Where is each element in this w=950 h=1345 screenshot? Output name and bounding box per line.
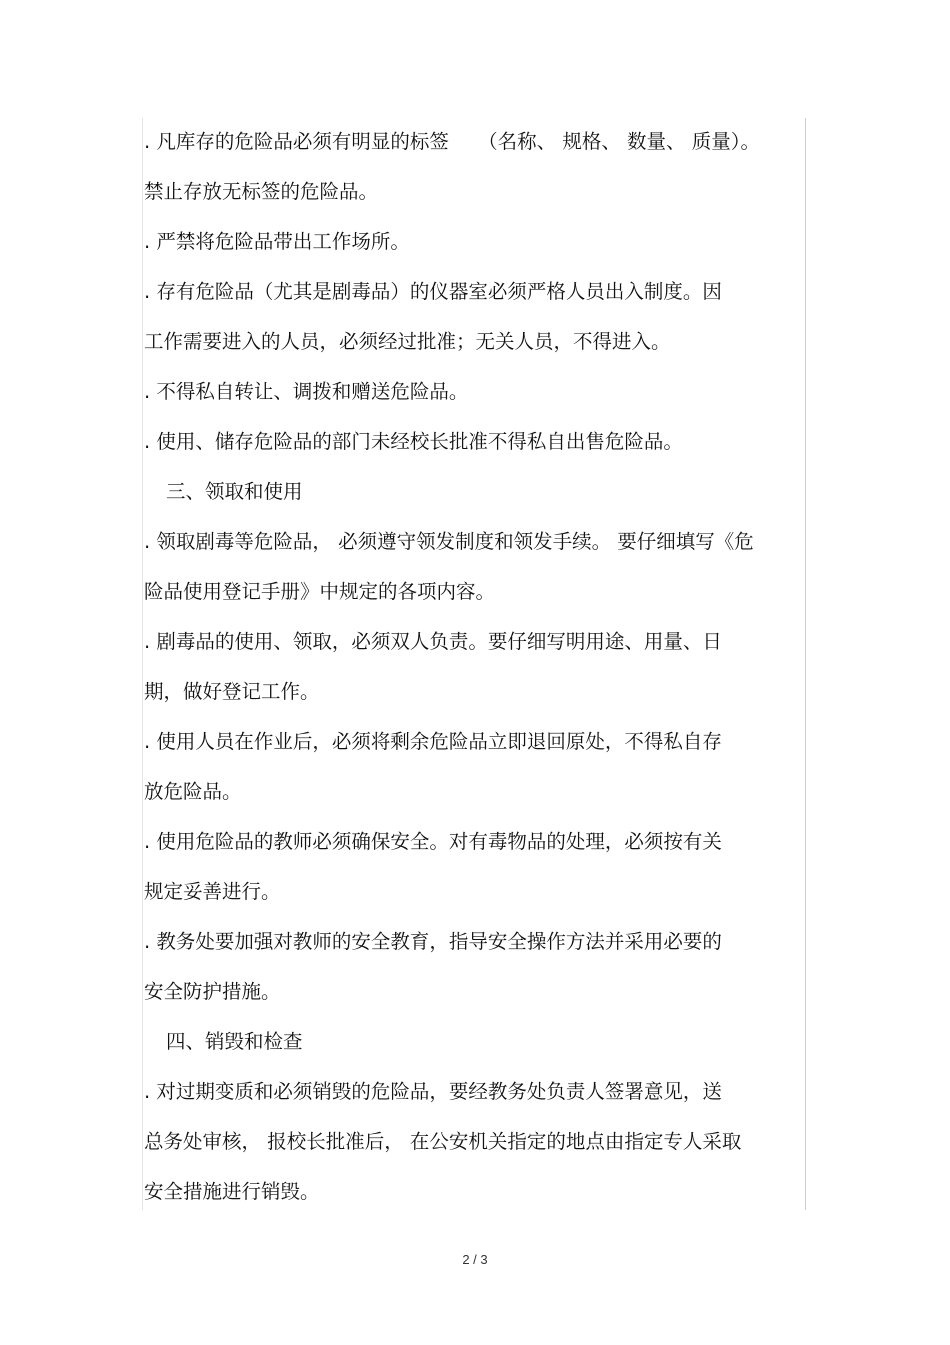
paragraph-line-no-removal: . 严禁将危险品带出工作场所。 xyxy=(144,230,410,253)
paragraph-line-registration: 期，做好登记工作。 xyxy=(144,680,320,703)
paragraph-line-labels-required: . 凡库存的危险品必须有明显的标签 （名称、 规格、 数量、 质量）。 xyxy=(144,130,760,153)
paragraph-line-collection-rules: . 领取剧毒等危险品， 必须遵守领发制度和领发手续。 要仔细填写《危 xyxy=(144,530,754,553)
paragraph-line-return-surplus: . 使用人员在作业后，必须将剩余危险品立即退回原处，不得私自存 xyxy=(144,730,722,753)
paragraph-line-protective-measures: 安全防护措施。 xyxy=(144,980,281,1003)
paragraph-line-safe-destruction: 安全措施进行销毁。 xyxy=(144,1180,320,1203)
page-number: 2 / 3 xyxy=(462,1252,488,1267)
paragraph-line-expired-items: . 对过期变质和必须销毁的危险品，要经教务处负责人签署意见，送 xyxy=(144,1080,722,1103)
paragraph-line-no-sale: . 使用、储存危险品的部门未经校长批准不得私自出售危险品。 xyxy=(144,430,683,453)
paragraph-line-no-private-storage: 放危险品。 xyxy=(144,780,242,803)
paragraph-line-no-transfer: . 不得私自转让、调拨和赠送危险品。 xyxy=(144,380,469,403)
section-heading-collection-and-use: 三、领取和使用 xyxy=(166,480,303,503)
paragraph-line-approval-process: 总务处审核， 报校长批准后， 在公安机关指定的地点由指定专人采取 xyxy=(144,1130,742,1153)
paragraph-line-safety-education: . 教务处要加强对教师的安全教育，指导安全操作方法并采用必要的 xyxy=(144,930,722,953)
paragraph-line-access-control: . 存有危险品（尤其是剧毒品）的仪器室必须严格人员出入制度。因 xyxy=(144,280,722,303)
paragraph-line-no-unlabeled: 禁止存放无标签的危险品。 xyxy=(144,180,379,203)
paragraph-line-access-approval: 工作需要进入的人员，必须经过批准；无关人员，不得进入。 xyxy=(144,330,671,353)
section-heading-destruction-and-inspection: 四、销毁和检查 xyxy=(166,1030,303,1053)
paragraph-line-proper-disposal: 规定妥善进行。 xyxy=(144,880,281,903)
paragraph-line-dual-responsibility: . 剧毒品的使用、领取，必须双人负责。要仔细写明用途、用量、日 xyxy=(144,630,722,653)
paragraph-line-teacher-safety: . 使用危险品的教师必须确保安全。对有毒物品的处理，必须按有关 xyxy=(144,830,722,853)
paragraph-line-register-manual: 险品使用登记手册》中规定的各项内容。 xyxy=(144,580,496,603)
